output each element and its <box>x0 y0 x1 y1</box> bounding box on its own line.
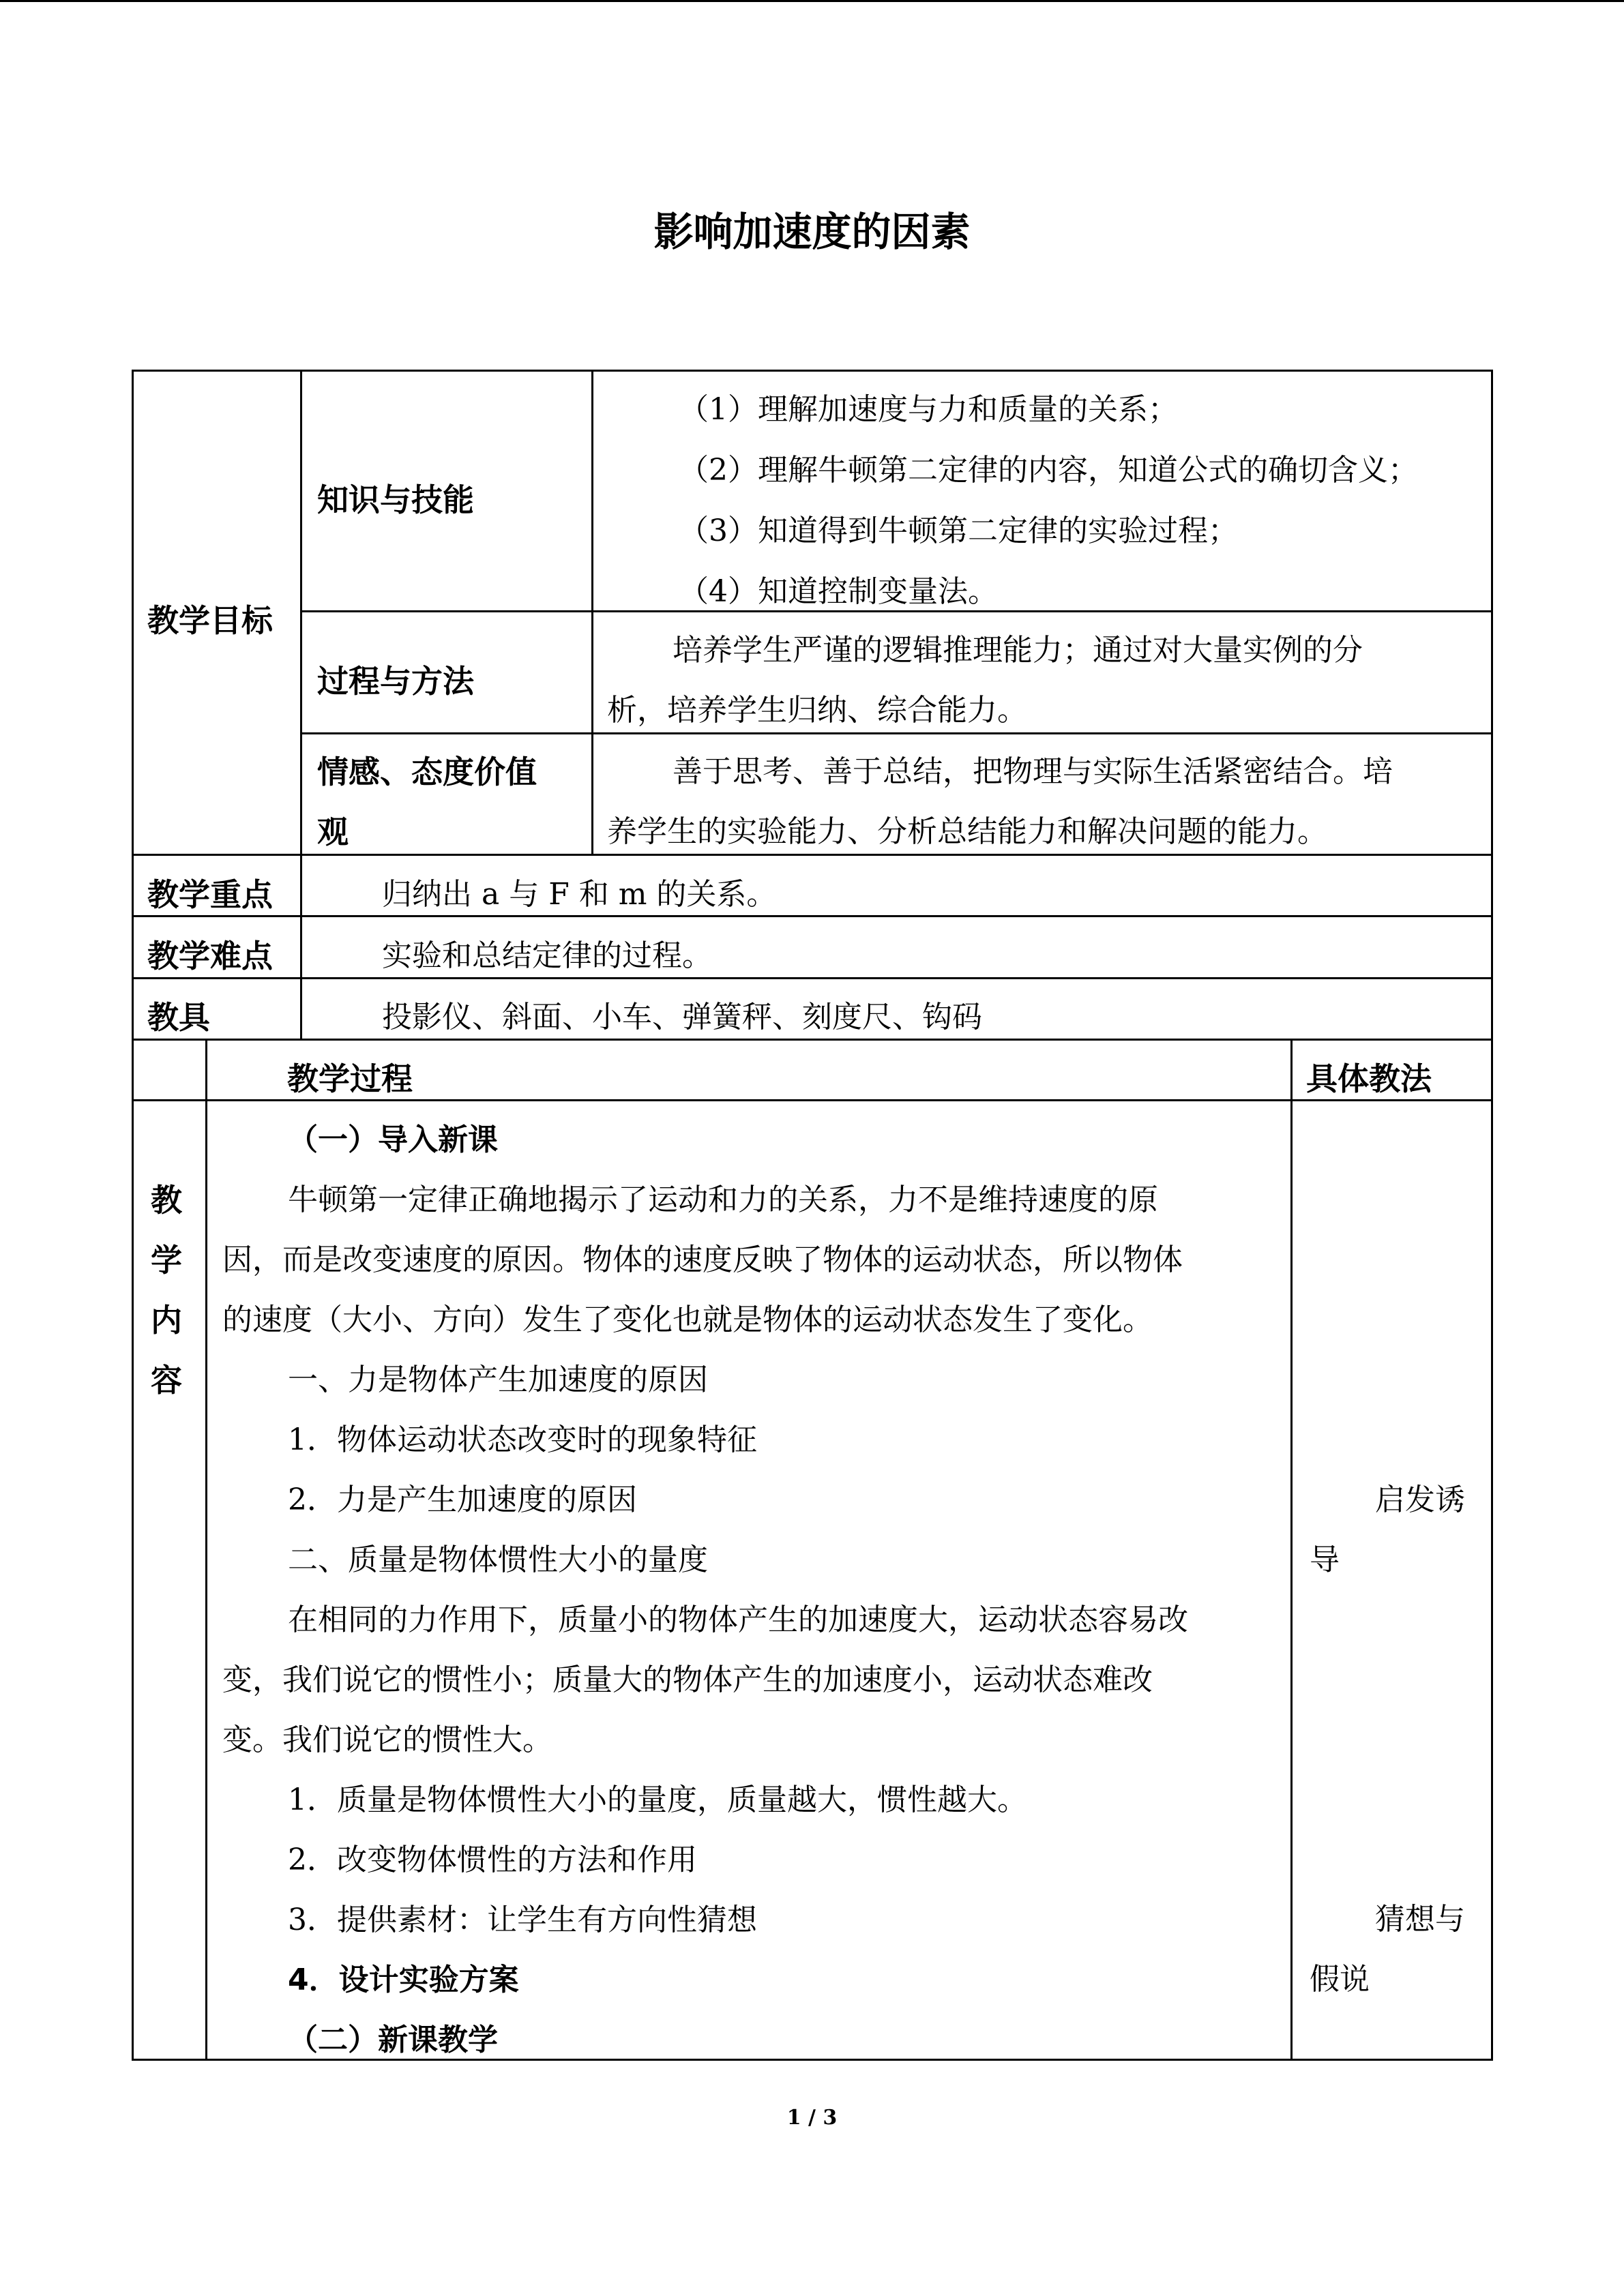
emotion-line: 善于思考、善于总结，把物理与实际生活紧密结合。培 <box>673 754 1393 789</box>
key-point-label: 教学重点 <box>147 876 273 913</box>
content-line: 牛顿第一定律正确地揭示了运动和力的关系，力不是维持速度的原 <box>288 1182 1158 1217</box>
knowledge-item: （4）知道控制变量法。 <box>679 574 998 609</box>
emotion-label-line: 情感、态度价值 <box>317 754 537 790</box>
content-line: 1．物体运动状态改变时的现象特征 <box>288 1422 757 1457</box>
side-char: 教 <box>151 1182 182 1219</box>
difficulty-label: 教学难点 <box>147 938 273 974</box>
row-divider <box>132 977 1493 979</box>
process-method-label: 过程与方法 <box>317 663 474 700</box>
row-divider <box>132 1099 1493 1101</box>
knowledge-item: （1）理解加速度与力和质量的关系； <box>679 392 1178 427</box>
difficulty-value: 实验和总结定律的过程。 <box>382 938 712 973</box>
content-line: （二）新课教学 <box>288 2023 498 2057</box>
content-line: 2．改变物体惯性的方法和作用 <box>288 1843 697 1877</box>
emotion-label <box>317 742 537 862</box>
content-line: 因，而是改变速度的原因。物体的速度反映了物体的运动状态，所以物体 <box>222 1242 1183 1277</box>
key-point-value: 归纳出 a 与 F 和 m 的关系。 <box>382 877 777 912</box>
content-line: 一、力是物体产生加速度的原因 <box>288 1362 708 1397</box>
content-line: 的速度（大小、方向）发生了变化也就是物体的运动状态发生了变化。 <box>222 1302 1153 1337</box>
method-note-line: 假说 <box>1310 1962 1370 1997</box>
method-note <box>1310 1470 1465 1590</box>
content-line: 二、质量是物体惯性大小的量度 <box>288 1542 708 1577</box>
content-line: 变，我们说它的惯性小；质量大的物体产生的加速度小，运动状态难改 <box>222 1663 1153 1697</box>
objectives-label: 教学目标 <box>147 602 273 639</box>
emotion-line: 养学生的实验能力、分析总结能力和解决问题的能力。 <box>607 814 1327 849</box>
method-header: 具体教法 <box>1306 1060 1432 1097</box>
emotion-text <box>607 742 1393 862</box>
method-note <box>1310 1890 1465 2010</box>
content-body <box>222 1110 1280 2070</box>
process-method-line: 析，培养学生归纳、综合能力。 <box>607 693 1027 728</box>
tools-value: 投影仪、斜面、小车、弹簧秤、刻度尺、钩码 <box>382 1000 982 1034</box>
knowledge-item: （2）理解牛顿第二定律的内容，知道公式的确切含义； <box>679 453 1418 488</box>
column-divider <box>591 370 593 854</box>
side-char: 内 <box>151 1302 182 1339</box>
side-char: 学 <box>151 1242 182 1279</box>
content-line: 变。我们说它的惯性大。 <box>222 1723 552 1757</box>
process-method-text <box>607 621 1363 741</box>
method-note-line: 启发诱 <box>1375 1482 1465 1517</box>
emotion-label-line: 观 <box>317 814 349 850</box>
process-header: 教学过程 <box>287 1060 413 1097</box>
page-number: 1 / 3 <box>786 2106 838 2130</box>
row-divider <box>132 1039 1493 1041</box>
method-note-line: 猜想与 <box>1375 1902 1465 1937</box>
row-divider <box>132 915 1493 917</box>
content-side-label <box>146 1170 187 1410</box>
content-line: 4．设计实验方案 <box>288 1963 519 1997</box>
side-char: 容 <box>151 1362 182 1399</box>
method-note-line: 导 <box>1310 1542 1340 1577</box>
content-line: 3．提供素材：让学生有方向性猜想 <box>288 1903 757 1937</box>
process-method-line: 培养学生严谨的逻辑推理能力；通过对大量实例的分 <box>673 633 1363 668</box>
column-divider <box>300 370 302 1039</box>
knowledge-item: （3）知道得到牛顿第二定律的实验过程； <box>679 513 1238 548</box>
content-line: 2．力是产生加速度的原因 <box>288 1482 637 1517</box>
column-divider <box>1290 1039 1293 2061</box>
content-line: （一）导入新课 <box>288 1122 498 1157</box>
content-line: 在相同的力作用下，质量小的物体产生的加速度大，运动状态容易改 <box>288 1602 1188 1637</box>
content-line: 1．质量是物体惯性大小的量度，质量越大，惯性越大。 <box>288 1783 1027 1817</box>
tools-label: 教具 <box>147 999 210 1036</box>
knowledge-list <box>679 379 1418 622</box>
page-title: 影响加速度的因素 <box>653 209 971 255</box>
column-divider <box>205 1039 207 2061</box>
knowledge-label: 知识与技能 <box>317 481 474 518</box>
